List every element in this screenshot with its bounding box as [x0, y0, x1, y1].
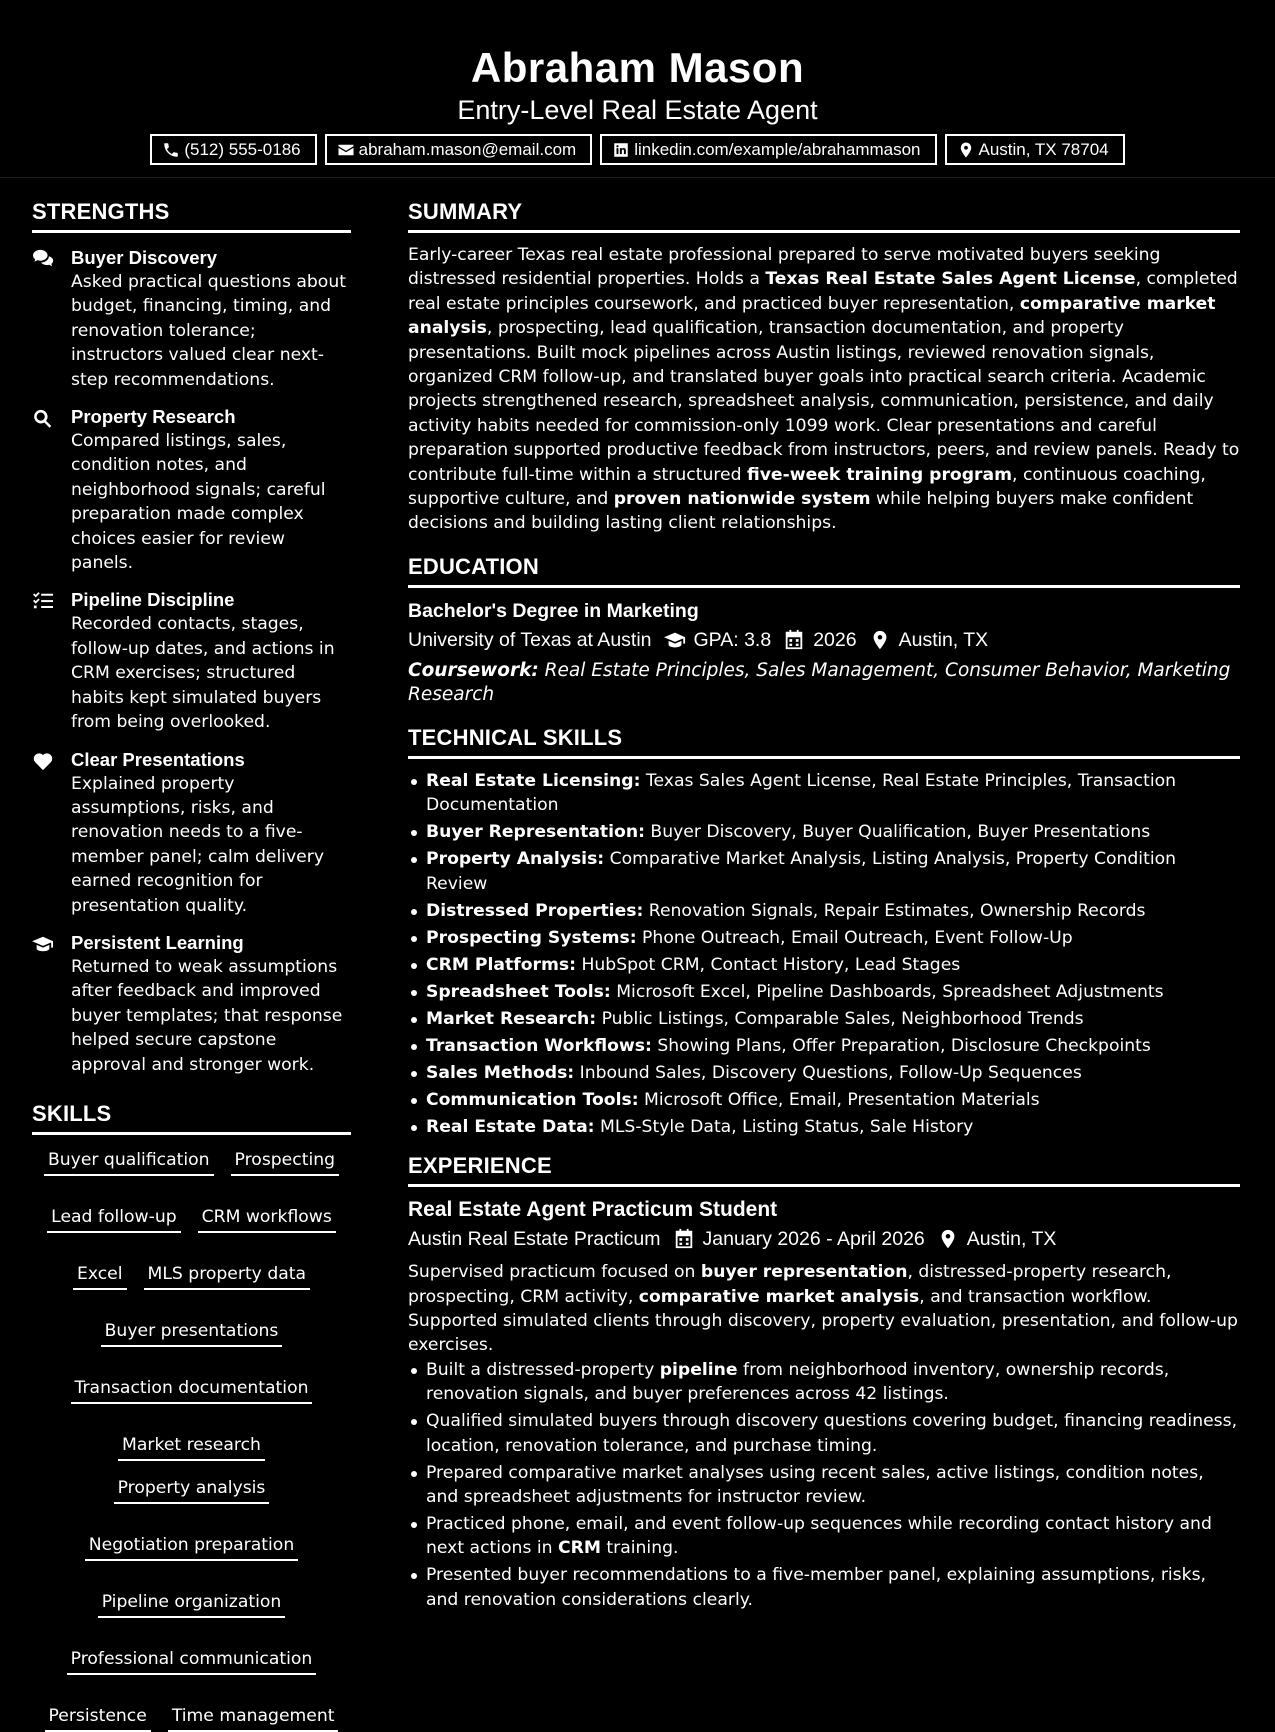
strength-title: Pipeline Discipline	[71, 589, 235, 611]
list-item: Qualified simulated buyers through discovery questions covering budget, financing readiness, location, renovation tolerance, and purchase timing.	[408, 1409, 1240, 1458]
list-item: Communication Tools: Microsoft Office, Email, Presentation Materials	[408, 1088, 1240, 1112]
strength-item	[32, 588, 351, 734]
strength-item	[32, 931, 351, 1077]
list-item: Buyer Representation: Buyer Discovery, Buyer Qualification, Buyer Presentations	[408, 820, 1240, 844]
list-item: Market Research: Public Listings, Comparable Sales, Neighborhood Trends	[408, 1007, 1240, 1031]
skill-tag: Professional communication	[67, 1646, 317, 1675]
list-item: Built a distressed-property pipeline from neighborhood inventory, ownership records, renovation signals, and buyer preferences across 42 listings.	[408, 1358, 1240, 1407]
school: University of Texas at Austin	[408, 628, 652, 651]
skill-tag: Pipeline organization	[98, 1589, 286, 1618]
gpa: GPA: 3.8	[693, 628, 772, 651]
list-item: Prospecting Systems: Phone Outreach, Email Outreach, Event Follow-Up	[408, 926, 1240, 950]
job-bullets	[408, 1358, 1240, 1612]
phone-text: (512) 555-0186	[184, 139, 301, 159]
contact-linkedin[interactable]	[600, 134, 936, 165]
skill-tag: Buyer qualification	[44, 1147, 214, 1176]
skill-tag: Excel	[73, 1261, 127, 1290]
summary-heading: SUMMARY	[408, 199, 1240, 233]
job-dates: January 2026 - April 2026	[702, 1228, 925, 1251]
calendar-icon	[783, 629, 805, 651]
strength-item	[32, 748, 351, 918]
skill-tag: Transaction documentation	[71, 1375, 313, 1404]
list-item: Presented buyer recommendations to a five-member panel, explaining assumptions, risks, and renovation considerations clearly.	[408, 1563, 1240, 1612]
job-meta	[408, 1224, 1240, 1254]
degree: Bachelor's Degree in Marketing	[408, 599, 699, 622]
list-check-icon	[32, 591, 54, 611]
graduation-cap-icon	[664, 629, 686, 651]
contact-email[interactable]	[325, 134, 593, 165]
skill-tag: Time management	[168, 1703, 339, 1732]
strength-title: Persistent Learning	[71, 931, 244, 953]
education-heading: EDUCATION	[408, 554, 1240, 588]
skill-tag: Property analysis	[114, 1475, 270, 1504]
skill-tag: Lead follow-up	[47, 1204, 180, 1233]
list-item: Prepared comparative market analyses using recent sales, active listings, condition notes, and spreadsheet adjustments for instructor review.	[408, 1461, 1240, 1510]
contact-location[interactable]	[945, 134, 1125, 165]
skill-tags	[32, 1147, 351, 1732]
search-icon	[32, 408, 54, 428]
list-item: Sales Methods: Inbound Sales, Discovery Questions, Follow-Up Sequences	[408, 1061, 1240, 1085]
envelope-icon	[337, 141, 355, 159]
strength-text: Returned to weak assumptions after feedback and improved buyer templates; that response helped secure capstone approval and stronger work.	[71, 956, 343, 1075]
list-item: Spreadsheet Tools: Microsoft Excel, Pipeline Dashboards, Spreadsheet Adjustments	[408, 980, 1240, 1004]
candidate-title: Entry-Level Real Estate Agent	[457, 95, 818, 125]
calendar-icon	[673, 1228, 695, 1250]
candidate-name: Abraham Mason	[470, 44, 805, 91]
strength-title: Buyer Discovery	[71, 247, 218, 268]
job-description: Supervised practicum focused on buyer representation, distressed-property research, prospecting, CRM activity, comparative market analysis, and transaction workflow. Supported simulated clients through discovery, property evaluation, presentation, and follow-up exercises.	[408, 1262, 1238, 1356]
coursework: Coursework: Real Estate Principles, Sales Management, Consumer Behavior, Marketing Research	[408, 659, 1231, 705]
phone-icon	[162, 141, 180, 159]
skill-tag: Buyer presentations	[101, 1318, 283, 1347]
list-item: Distressed Properties: Renovation Signals, Repair Estimates, Ownership Records	[408, 899, 1240, 923]
list-item: Transaction Workflows: Showing Plans, Offer Preparation, Disclosure Checkpoints	[408, 1034, 1240, 1058]
strength-text: Compared listings, sales, condition notes, and neighborhood signals; careful preparation made complex choices easier for review panels.	[71, 431, 326, 574]
list-item: Real Estate Licensing: Texas Sales Agent License, Real Estate Principles, Transaction Documentation	[408, 769, 1240, 818]
edu-location: Austin, TX	[898, 628, 989, 651]
job-title: Real Estate Agent Practicum Student	[408, 1198, 778, 1222]
map-pin-icon	[869, 629, 891, 651]
grad-year: 2026	[813, 628, 857, 651]
linkedin-text: linkedin.com/example/abrahammason	[634, 139, 921, 159]
comments-icon	[32, 249, 54, 269]
organization: Austin Real Estate Practicum	[408, 1228, 661, 1251]
right-column	[408, 199, 1240, 1615]
strength-text: Asked practical questions about budget, financing, timing, and renovation tolerance; instructors valued clear next-step recommendations.	[71, 272, 346, 390]
experience-heading: EXPERIENCE	[408, 1153, 1240, 1187]
heart-icon	[32, 751, 54, 771]
education-meta	[408, 625, 1240, 655]
resume-header	[0, 0, 1275, 178]
linkedin-icon	[612, 141, 630, 159]
summary-text: Early-career Texas real estate professional prepared to serve motivated buyers seeking distressed residential properties. Holds a Texas Real Estate Sales Agent License, completed real estate principles coursework, and practiced buyer representation, comparative market analysis, prospecting, lead qualification, transaction documentation, and property presentations. Built mock pipelines across Austin listings, reviewed renovation signals, organized CRM follow-up, and translated buyer goals into practical search criteria. Academic projects strengthened research, spreadsheet analysis, communication, persistence, and daily activity habits needed for commission-only 1099 work. Clear presentations and careful preparation supported productive feedback from instructors, peers, and review panels. Ready to contribute full-time within a structured five-week training program, continuous coaching, supportive culture, and proven nationwide system while helping buyers make confident decisions and building lasting client relationships.	[408, 245, 1240, 534]
list-item: Property Analysis: Comparative Market Analysis, Listing Analysis, Property Condition Review	[408, 847, 1240, 896]
strength-item	[32, 405, 351, 575]
strength-text: Recorded contacts, stages, follow-up dates, and actions in CRM exercises; structured habits kept simulated buyers from being overlooked.	[71, 614, 335, 733]
skill-tag: Market research	[118, 1432, 265, 1461]
list-item: Practiced phone, email, and event follow-up sequences while recording contact history and next actions in CRM training.	[408, 1512, 1240, 1561]
graduation-cap-icon	[32, 934, 54, 954]
list-item: Real Estate Data: MLS-Style Data, Listing Status, Sale History	[408, 1115, 1240, 1139]
job-location: Austin, TX	[966, 1228, 1057, 1251]
skills-heading: SKILLS	[32, 1101, 351, 1135]
technical-skills-list	[408, 769, 1240, 1139]
strength-item	[32, 246, 351, 392]
skill-tag: Negotiation preparation	[85, 1532, 298, 1561]
list-item: CRM Platforms: HubSpot CRM, Contact History, Lead Stages	[408, 953, 1240, 977]
map-pin-icon	[957, 141, 975, 159]
left-column	[32, 199, 351, 1732]
map-pin-icon	[937, 1228, 959, 1250]
strength-title: Property Research	[71, 406, 236, 428]
contact-bar	[0, 134, 1275, 165]
skill-tag: MLS property data	[144, 1261, 311, 1290]
email-text: abraham.mason@email.com	[358, 139, 577, 159]
technical-skills-heading: TECHNICAL SKILLS	[408, 725, 1240, 759]
strength-text: Explained property assumptions, risks, and renovation needs to a five-member panel; calm delivery earned recognition for presentation quality.	[71, 773, 324, 916]
strength-title: Clear Presentations	[71, 748, 245, 770]
contact-phone[interactable]	[150, 134, 316, 165]
strengths-heading: STRENGTHS	[32, 199, 351, 233]
location-text: Austin, TX 78704	[978, 139, 1109, 159]
skill-tag: Prospecting	[231, 1147, 339, 1176]
skill-tag: Persistence	[45, 1703, 151, 1732]
skill-tag: CRM workflows	[198, 1204, 336, 1233]
